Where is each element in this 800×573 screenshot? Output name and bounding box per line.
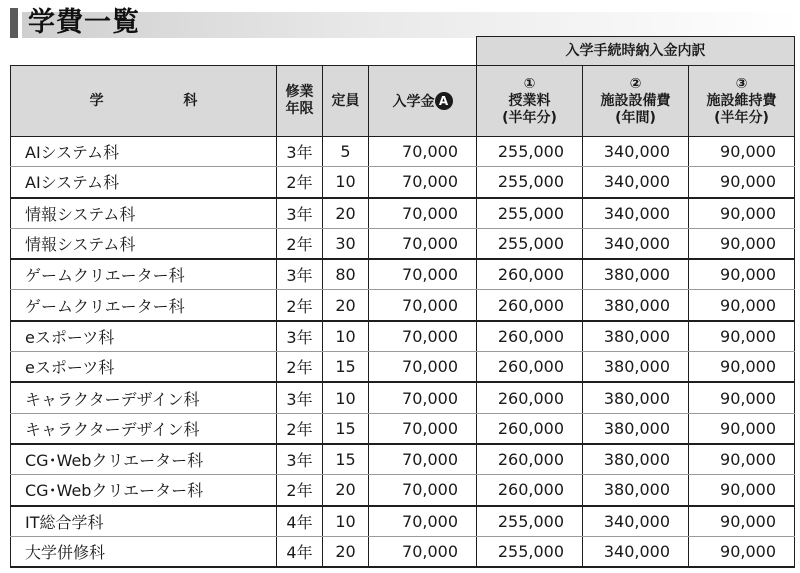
admission-cell: 70,000 (369, 290, 477, 321)
admission-cell: 70,000 (369, 137, 477, 167)
capacity-cell: 10 (323, 506, 369, 537)
header-group-row (11, 37, 795, 66)
department-cell: 情報システム科 (11, 228, 277, 259)
department-cell: eスポーツ科 (11, 352, 277, 383)
header-years (277, 66, 323, 137)
header-admission (369, 66, 477, 137)
maintenance-cell: 90,000 (689, 536, 795, 567)
admission-cell: 70,000 (369, 198, 477, 229)
header-tuition-label: 授業料 (508, 92, 551, 109)
years-cell: 3年 (277, 382, 323, 413)
years-cell: 2年 (277, 475, 323, 506)
table-row (11, 167, 795, 198)
maintenance-cell: 90,000 (689, 137, 795, 167)
maintenance-cell: 90,000 (689, 475, 795, 506)
table-row (11, 137, 795, 167)
tuition-cell: 260,000 (477, 413, 583, 444)
table-row (11, 506, 795, 537)
table-row (11, 444, 795, 475)
maintenance-cell: 90,000 (689, 352, 795, 383)
header-maintenance-sub: (半年分) (714, 109, 769, 126)
years-cell: 2年 (277, 167, 323, 198)
capacity-cell: 20 (323, 475, 369, 506)
header-facility-sub: (年間) (615, 109, 656, 126)
admission-cell: 70,000 (369, 228, 477, 259)
department-cell: ゲームクリエーター科 (11, 259, 277, 290)
department-cell: CG･Webクリエーター科 (11, 444, 277, 475)
capacity-cell: 20 (323, 290, 369, 321)
header-admission-label: 入学金 (392, 93, 435, 110)
years-cell: 3年 (277, 444, 323, 475)
facility-cell: 340,000 (583, 506, 689, 537)
table-row (11, 536, 795, 567)
admission-cell: 70,000 (369, 382, 477, 413)
admission-cell: 70,000 (369, 506, 477, 537)
table-row (11, 475, 795, 506)
tuition-cell: 255,000 (477, 167, 583, 198)
maintenance-cell: 90,000 (689, 444, 795, 475)
years-cell: 3年 (277, 321, 323, 352)
department-cell: eスポーツ科 (11, 321, 277, 352)
department-cell: AIシステム科 (11, 137, 277, 167)
tuition-cell: 260,000 (477, 475, 583, 506)
title-banner (10, 6, 800, 40)
facility-cell: 340,000 (583, 137, 689, 167)
facility-cell: 380,000 (583, 413, 689, 444)
capacity-cell: 10 (323, 321, 369, 352)
capacity-cell: 15 (323, 352, 369, 383)
header-department (11, 66, 277, 137)
capacity-cell: 20 (323, 536, 369, 567)
department-cell: 情報システム科 (11, 198, 277, 229)
table-row (11, 413, 795, 444)
tuition-cell: 260,000 (477, 259, 583, 290)
tuition-table (10, 36, 795, 568)
admission-cell: 70,000 (369, 444, 477, 475)
admission-cell: 70,000 (369, 259, 477, 290)
header-tuition-mark: ① (523, 75, 536, 92)
maintenance-cell: 90,000 (689, 259, 795, 290)
capacity-cell: 20 (323, 198, 369, 229)
maintenance-cell: 90,000 (689, 167, 795, 198)
admission-cell: 70,000 (369, 536, 477, 567)
tuition-cell: 255,000 (477, 506, 583, 537)
header-blank-area (11, 37, 477, 66)
capacity-cell: 10 (323, 382, 369, 413)
facility-cell: 340,000 (583, 536, 689, 567)
header-years-line-2: 年限 (285, 101, 314, 117)
maintenance-cell: 90,000 (689, 506, 795, 537)
capacity-cell: 10 (323, 167, 369, 198)
maintenance-cell: 90,000 (689, 228, 795, 259)
facility-cell: 380,000 (583, 259, 689, 290)
table-row (11, 352, 795, 383)
years-cell: 3年 (277, 259, 323, 290)
maintenance-cell: 90,000 (689, 198, 795, 229)
maintenance-cell: 90,000 (689, 321, 795, 352)
facility-cell: 380,000 (583, 290, 689, 321)
years-cell: 3年 (277, 198, 323, 229)
header-facility-mark: ② (629, 75, 642, 92)
header-maintenance (689, 66, 795, 137)
tuition-cell: 260,000 (477, 352, 583, 383)
maintenance-cell: 90,000 (689, 290, 795, 321)
admission-circle-icon: A (435, 92, 453, 110)
tuition-cell: 255,000 (477, 228, 583, 259)
tuition-cell: 260,000 (477, 321, 583, 352)
department-cell: AIシステム科 (11, 167, 277, 198)
department-cell: 大学併修科 (11, 536, 277, 567)
years-cell: 2年 (277, 352, 323, 383)
header-group-label: 入学手続時納入金内訳 (477, 37, 795, 66)
tuition-cell: 260,000 (477, 444, 583, 475)
years-cell: 2年 (277, 228, 323, 259)
header-department-char-2: 科 (183, 92, 198, 109)
capacity-cell: 30 (323, 228, 369, 259)
header-facility-label: 施設設備費 (600, 92, 671, 109)
maintenance-cell: 90,000 (689, 382, 795, 413)
facility-cell: 380,000 (583, 444, 689, 475)
years-cell: 4年 (277, 536, 323, 567)
header-department-char-1: 学 (89, 92, 104, 109)
facility-cell: 380,000 (583, 352, 689, 383)
facility-cell: 340,000 (583, 167, 689, 198)
capacity-cell: 15 (323, 413, 369, 444)
facility-cell: 380,000 (583, 321, 689, 352)
header-row (11, 66, 795, 137)
facility-cell: 340,000 (583, 198, 689, 229)
years-cell: 2年 (277, 290, 323, 321)
tuition-cell: 255,000 (477, 198, 583, 229)
table-row (11, 198, 795, 229)
header-tuition (477, 66, 583, 137)
tuition-cell: 255,000 (477, 536, 583, 567)
maintenance-cell: 90,000 (689, 413, 795, 444)
capacity-cell: 15 (323, 444, 369, 475)
department-cell: キャラクターデザイン科 (11, 382, 277, 413)
header-years-line-1: 修業 (285, 84, 314, 100)
header-maintenance-label: 施設維持費 (706, 92, 777, 109)
table-row (11, 290, 795, 321)
facility-cell: 380,000 (583, 382, 689, 413)
facility-cell: 380,000 (583, 475, 689, 506)
tuition-cell: 260,000 (477, 382, 583, 413)
title-accent-bar (10, 8, 18, 38)
table-row (11, 259, 795, 290)
facility-cell: 340,000 (583, 228, 689, 259)
table-row (11, 382, 795, 413)
capacity-cell: 80 (323, 259, 369, 290)
table-row (11, 228, 795, 259)
admission-cell: 70,000 (369, 413, 477, 444)
header-tuition-sub: (半年分) (502, 109, 557, 126)
admission-cell: 70,000 (369, 167, 477, 198)
admission-cell: 70,000 (369, 475, 477, 506)
table-row (11, 321, 795, 352)
department-cell: IT総合学科 (11, 506, 277, 537)
years-cell: 3年 (277, 137, 323, 167)
department-cell: キャラクターデザイン科 (11, 413, 277, 444)
department-cell: CG･Webクリエーター科 (11, 475, 277, 506)
tuition-cell: 260,000 (477, 290, 583, 321)
page-title: 学費一覧 (28, 7, 140, 38)
header-capacity: 定員 (323, 66, 369, 137)
admission-cell: 70,000 (369, 321, 477, 352)
header-maintenance-mark: ③ (735, 75, 748, 92)
capacity-cell: 5 (323, 137, 369, 167)
tuition-cell: 255,000 (477, 137, 583, 167)
admission-cell: 70,000 (369, 352, 477, 383)
department-cell: ゲームクリエーター科 (11, 290, 277, 321)
years-cell: 2年 (277, 413, 323, 444)
header-facility (583, 66, 689, 137)
years-cell: 4年 (277, 506, 323, 537)
table-body (11, 137, 795, 568)
